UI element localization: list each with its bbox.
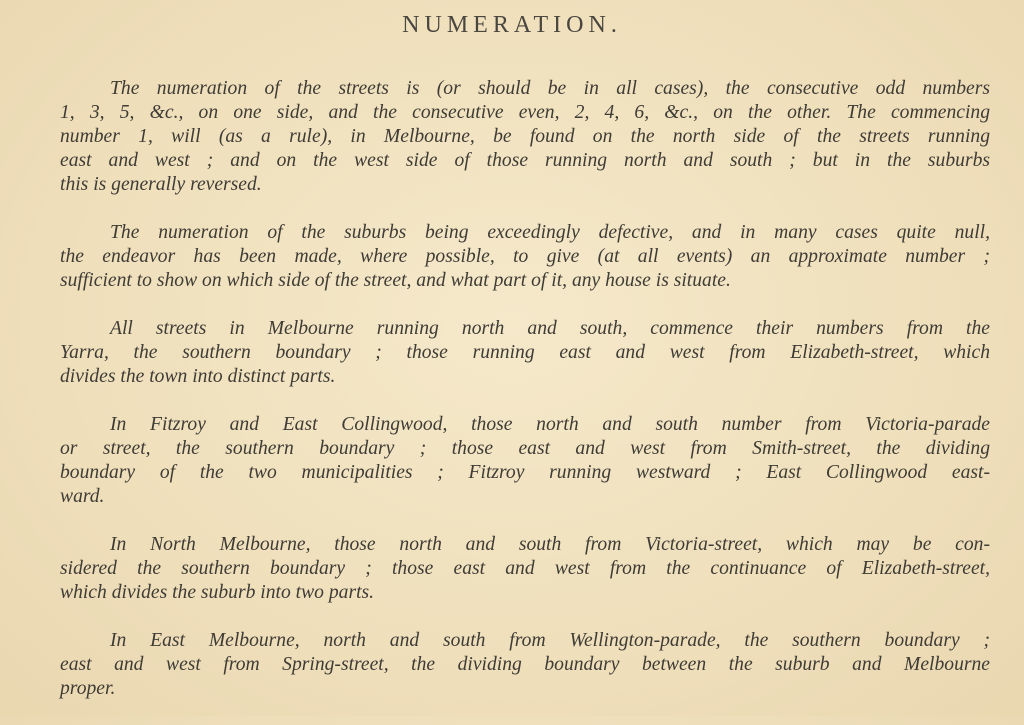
text-line: sufficient to show on which side of the street, and what part of it, any house is situate. <box>60 270 731 291</box>
text-line: sidered the southern boundary ; those east and west from the continuance of Elizabeth-street, <box>60 558 990 579</box>
text-line: 1, 3, 5, &c., on one side, and the consecutive even, 2, 4, 6, &c., on the other. The commencing <box>60 102 990 123</box>
text-line: The numeration of the streets is (or should be in all cases), the consecutive odd numbers <box>110 78 990 99</box>
text-line: this is generally reversed. <box>60 174 262 195</box>
text-line: In East Melbourne, north and south from Wellington-parade, the southern boundary ; <box>110 630 990 651</box>
text-line: The numeration of the suburbs being exceedingly defective, and in many cases quite null, <box>110 222 990 243</box>
text-line: number 1, will (as a rule), in Melbourne, be found on the north side of the streets running <box>60 126 990 147</box>
text-line: boundary of the two municipalities ; Fitzroy running westward ; East Collingwood east- <box>60 462 990 483</box>
text-line: the endeavor has been made, where possible, to give (at all events) an approximate number ; <box>60 246 990 267</box>
text-line: or street, the southern boundary ; those east and west from Smith-street, the dividing <box>60 438 990 459</box>
text-line: proper. <box>60 678 116 699</box>
text-line: east and west ; and on the west side of those running north and south ; but in the suburbs <box>60 150 990 171</box>
text-line: divides the town into distinct parts. <box>60 366 336 387</box>
text-line: east and west from Spring-street, the dividing boundary between the suburb and Melbourne <box>60 654 990 675</box>
paragraph-suburbs-numeration <box>60 221 990 293</box>
document-body <box>60 77 990 725</box>
text-line: In Fitzroy and East Collingwood, those north and south number from Victoria-parade <box>110 414 990 435</box>
paragraph-melbourne-streets <box>60 317 990 389</box>
text-line: Yarra, the southern boundary ; those running east and west from Elizabeth-street, which <box>60 342 990 363</box>
paragraph-north-melbourne <box>60 533 990 605</box>
paragraph-east-melbourne <box>60 629 990 701</box>
text-line: which divides the suburb into two parts. <box>60 582 375 603</box>
paragraph-street-numeration <box>60 77 990 197</box>
paragraph-fitzroy-collingwood <box>60 413 990 509</box>
text-line: ward. <box>60 486 105 507</box>
page-title: NUMERATION. <box>402 12 622 38</box>
text-line: In North Melbourne, those north and south from Victoria-street, which may be con- <box>110 534 990 555</box>
text-line: All streets in Melbourne running north and south, commence their numbers from the <box>110 318 990 339</box>
